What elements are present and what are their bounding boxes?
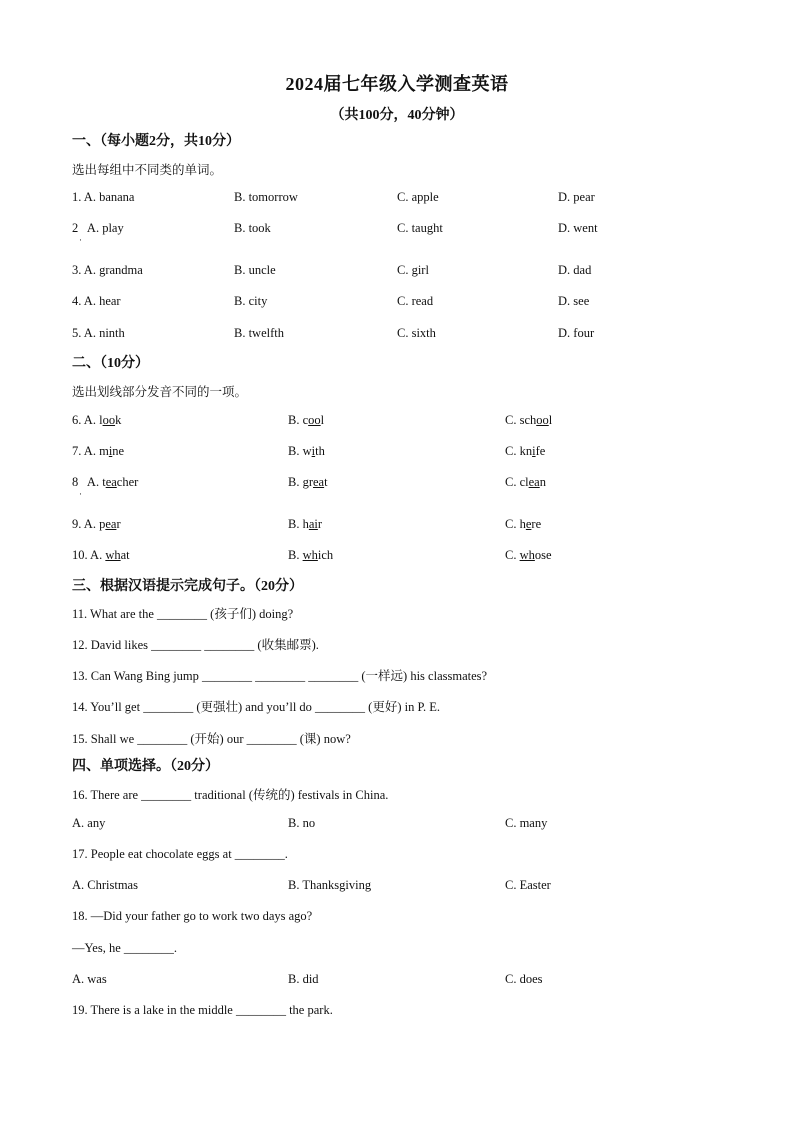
option-c: C. school <box>505 413 553 427</box>
option-a: 9. A. pear <box>72 517 121 531</box>
option-c: C. here <box>505 517 542 531</box>
question-row <box>72 326 752 344</box>
question-text: 14. You’ll get ________ (更强壮) and you’ll do ________ (更好) in P. E. <box>72 700 441 714</box>
page-title: 2024届七年级入学测查英语 <box>285 74 509 94</box>
option-a: A. was <box>72 972 107 986</box>
option-b: B. tomorrow <box>234 190 298 204</box>
question-row <box>72 444 752 462</box>
option-b: B. cool <box>288 413 325 427</box>
option-a: 8 A. teacher <box>72 475 139 489</box>
option-c: C. taught <box>397 221 443 235</box>
section-2-instruction: 选出划线部分发音不同的一项。 <box>72 385 248 399</box>
option-c: C. girl <box>397 263 429 277</box>
option-b: B. city <box>234 294 268 308</box>
option-a: 4. A. hear <box>72 294 121 308</box>
option-c: C. many <box>505 816 548 830</box>
option-c: C. Easter <box>505 878 551 892</box>
options-row <box>72 972 752 990</box>
option-b: B. great <box>288 475 328 489</box>
option-b: B. did <box>288 972 319 986</box>
option-a: 5. A. ninth <box>72 326 125 340</box>
question-row <box>72 294 752 312</box>
section-2-heading: 二、（10分） <box>72 356 149 371</box>
question-text: 15. Shall we ________ (开始) our ________ (课) now? <box>72 732 351 746</box>
question-row <box>72 263 752 281</box>
question-text: 17. People eat chocolate eggs at ________. <box>72 847 288 861</box>
option-c: C. knife <box>505 444 546 458</box>
option-d: D. pear <box>558 190 595 204</box>
section-3-heading: 三、根据汉语提示完成句子。（20分） <box>72 579 303 594</box>
dot-mark: · <box>79 489 82 499</box>
question-text: 16. There are ________ traditional (传统的) festivals in China. <box>72 788 389 802</box>
option-a: A. any <box>72 816 106 830</box>
option-d: D. went <box>558 221 598 235</box>
section-4-heading: 四、单项选择。（20分） <box>72 759 219 774</box>
options-row <box>72 816 752 834</box>
question-text: 18. —Did your father go to work two days ago? <box>72 909 313 923</box>
question-text: 19. There is a lake in the middle ________ the park. <box>72 1003 333 1017</box>
question-text: 11. What are the ________ (孩子们) doing? <box>72 607 294 621</box>
option-b: B. no <box>288 816 316 830</box>
option-d: D. dad <box>558 263 592 277</box>
option-a: A. Christmas <box>72 878 138 892</box>
dot-mark: · <box>79 235 82 245</box>
option-a: 10. A. what <box>72 548 130 562</box>
option-c: C. read <box>397 294 434 308</box>
option-b: B. which <box>288 548 334 562</box>
option-c: C. does <box>505 972 543 986</box>
question-text: —Yes, he ________. <box>72 941 177 955</box>
option-c: C. whose <box>505 548 552 562</box>
option-b: B. uncle <box>234 263 276 277</box>
question-text: 13. Can Wang Bing jump ________ ________ ________ (一样远) his classmates? <box>72 669 488 683</box>
option-b: B. twelfth <box>234 326 284 340</box>
option-b: B. with <box>288 444 325 458</box>
option-a: 2 A. play <box>72 221 124 235</box>
option-b: B. Thanksgiving <box>288 878 372 892</box>
option-a: 3. A. grandma <box>72 263 143 277</box>
option-d: D. see <box>558 294 590 308</box>
question-row <box>72 190 752 208</box>
option-a: 6. A. look <box>72 413 122 427</box>
option-c: C. sixth <box>397 326 436 340</box>
option-d: D. four <box>558 326 595 340</box>
question-row <box>72 475 752 499</box>
question-row <box>72 548 752 566</box>
section-1-heading: 一、（每小题2分，共10分） <box>72 134 240 149</box>
page-subtitle: （共100分，40分钟） <box>330 108 464 123</box>
question-row <box>72 413 752 431</box>
question-row <box>72 221 752 245</box>
section-1-instruction: 选出每组中不同类的单词。 <box>72 163 223 177</box>
option-b: B. took <box>234 221 271 235</box>
option-a: 7. A. mine <box>72 444 125 458</box>
question-text: 12. David likes ________ ________ (收集邮票). <box>72 638 319 652</box>
options-row <box>72 878 752 896</box>
question-row <box>72 517 752 535</box>
option-c: C. apple <box>397 190 439 204</box>
option-b: B. hair <box>288 517 323 531</box>
option-a: 1. A. banana <box>72 190 135 204</box>
option-c: C. clean <box>505 475 546 489</box>
